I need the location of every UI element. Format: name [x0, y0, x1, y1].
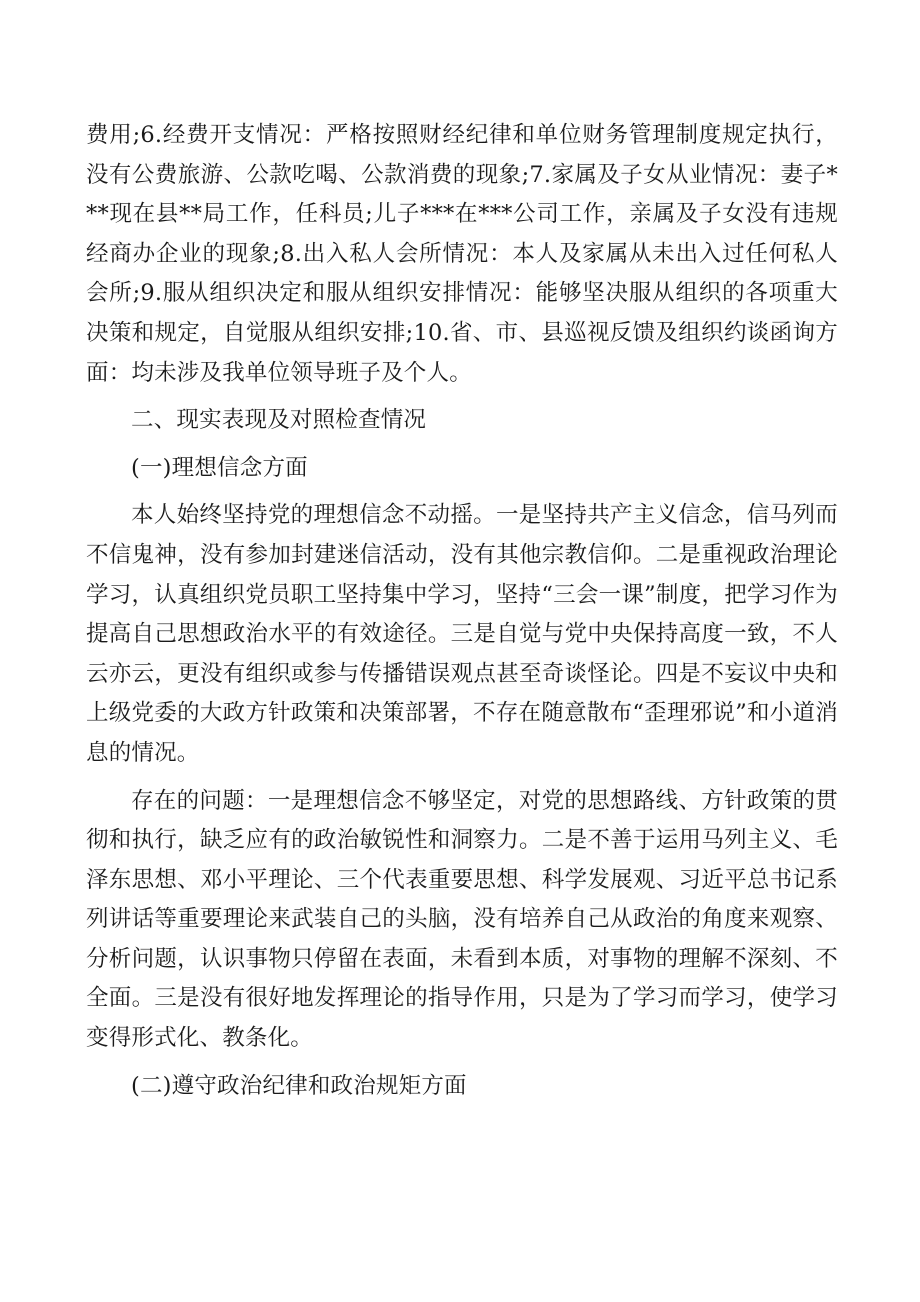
document-page — [86, 116, 838, 1106]
paragraph-ideals-performance: 本人始终坚持党的理想信念不动摇。一是坚持共产主义信念，信马列而不信鬼神，没有参加封建迷信活动，没有其他宗教信仰。二是重视政治理论学习，认真组织党员职工坚持集中学习，坚持“三会一课”制度，把学习作为提高自己思想政治水平的有效途径。三是自觉与党中央保持高度一致，不人云亦云，更没有组织或参与传播错误观点甚至奇谈怪论。四是不妄议中央和上级党委的大政方针政策和决策部署，不存在随意散布“歪理邪说”和小道消息的情况。 — [86, 502, 838, 766]
paragraph-expenses-family: 费用;6.经费开支情况：严格按照财经纪律和单位财务管理制度规定执行，没有公费旅游、公款吃喝、公款消费的现象;7.家属及子女从业情况：妻子***现在县**局工作，任科员;儿子***在***公司工作，亲属及子女没有违规经商办企业的现象;8.出入私人会所情况：本人及家属从未出入过任何私人会所;9.服从组织决定和服从组织安排情况：能够坚决服从组织的各项重大决策和规定，自觉服从组织安排;10.省、市、县巡视反馈及组织约谈函询方面：均未涉及我单位领导班子及个人。 — [86, 122, 838, 386]
subsection-heading-ideals: (一)理想信念方面 — [131, 454, 308, 481]
subsection-heading-political-discipline: (二)遵守政治纪律和政治规矩方面 — [131, 1072, 467, 1099]
section-heading-performance: 二、现实表现及对照检查情况 — [131, 407, 427, 434]
paragraph-existing-problems: 存在的问题：一是理想信念不够坚定，对党的思想路线、方针政策的贯彻和执行，缺乏应有的政治敏锐性和洞察力。二是不善于运用马列主义、毛泽东思想、邓小平理论、三个代表重要思想、科学发展观、习近平总书记系列讲话等重要理论来武装自己的头脑，没有培养自己从政治的角度来观察、分析问题，认识事物只停留在表面，未看到本质，对事物的理解不深刻、不全面。三是没有很好地发挥理论的指导作用，只是为了学习而学习，使学习变得形式化、教条化。 — [86, 787, 838, 1052]
